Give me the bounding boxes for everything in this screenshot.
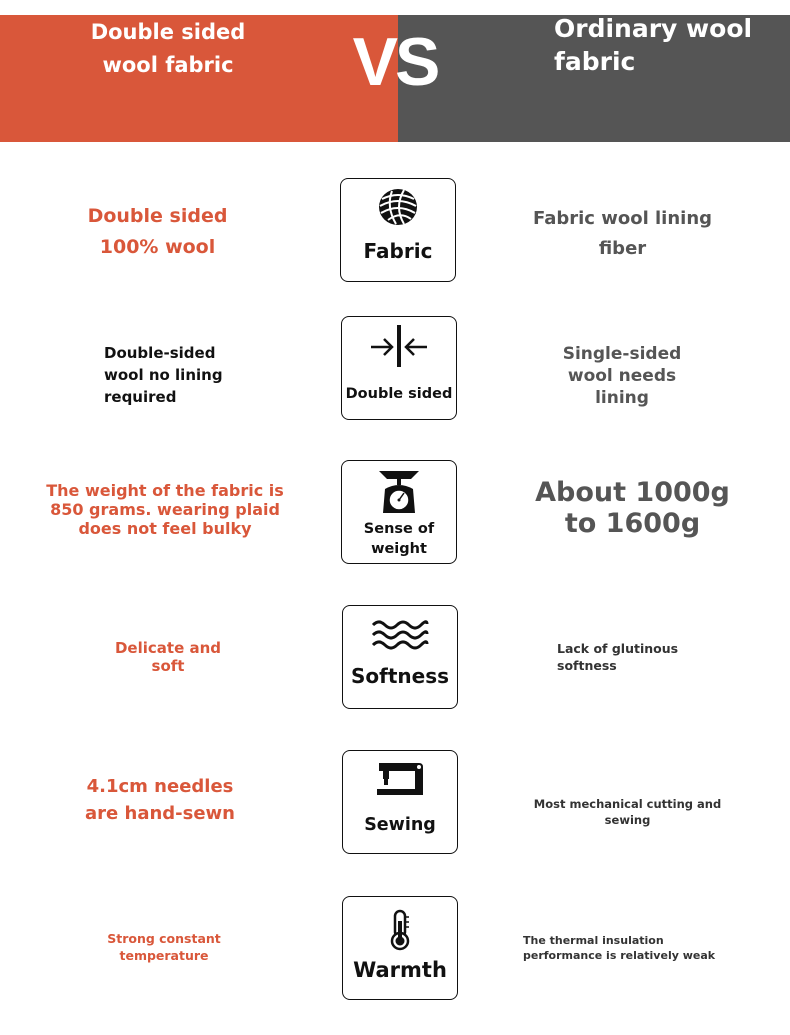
wool-yarn-icon (341, 187, 455, 227)
row-weight-label: Sense of weight (363, 521, 435, 557)
row-fabric-right-text: Fabric wool lining fiber (532, 208, 713, 259)
row-warmth-left-text: Strong constant temperature (107, 931, 221, 963)
row-double-sided-left-text: Double-sided wool no lining required (104, 344, 223, 406)
row-fabric-label: Fabric (363, 239, 433, 263)
row-warmth-box (342, 896, 458, 1000)
row-warmth-right-text: The thermal insulation performance is relatively weak (523, 934, 716, 962)
row-double-sided-box (341, 316, 457, 420)
row-softness-right-text: Lack of glutinous softness (557, 641, 679, 673)
scale-icon (342, 467, 456, 515)
row-weight-right-text: About 1000g to 1600g (535, 477, 730, 539)
left-column-title: Double sided wool fabric (90, 20, 246, 77)
row-sewing-label: Sewing (364, 815, 436, 835)
row-double-sided-right-text: Single-sided wool needs lining (562, 344, 682, 408)
vs-label: VS (352, 24, 438, 100)
row-warmth-label: Warmth (353, 958, 447, 982)
row-weight-box (341, 460, 457, 564)
right-column-title: Ordinary wool fabric (554, 14, 753, 76)
row-weight-left-text: The weight of the fabric is 850 grams. wearing plaid does not feel bulky (46, 481, 284, 538)
waves-icon (343, 618, 457, 652)
arrows-inward-icon (342, 323, 456, 369)
sewing-machine-icon (343, 761, 457, 797)
row-softness-left-text: Delicate and soft (114, 639, 222, 675)
row-fabric-left-text: Double sided 100% wool (87, 205, 228, 258)
row-sewing-right-text: Most mechanical cutting and sewing (533, 797, 722, 827)
row-softness-label: Softness (350, 664, 450, 688)
thermometer-icon (343, 909, 457, 951)
row-sewing-box (342, 750, 458, 854)
row-softness-box (342, 605, 458, 709)
row-sewing-left-text: 4.1cm needles are hand-sewn (85, 776, 235, 824)
row-double-sided-label: Double sided (345, 386, 453, 402)
row-fabric-box (340, 178, 456, 282)
